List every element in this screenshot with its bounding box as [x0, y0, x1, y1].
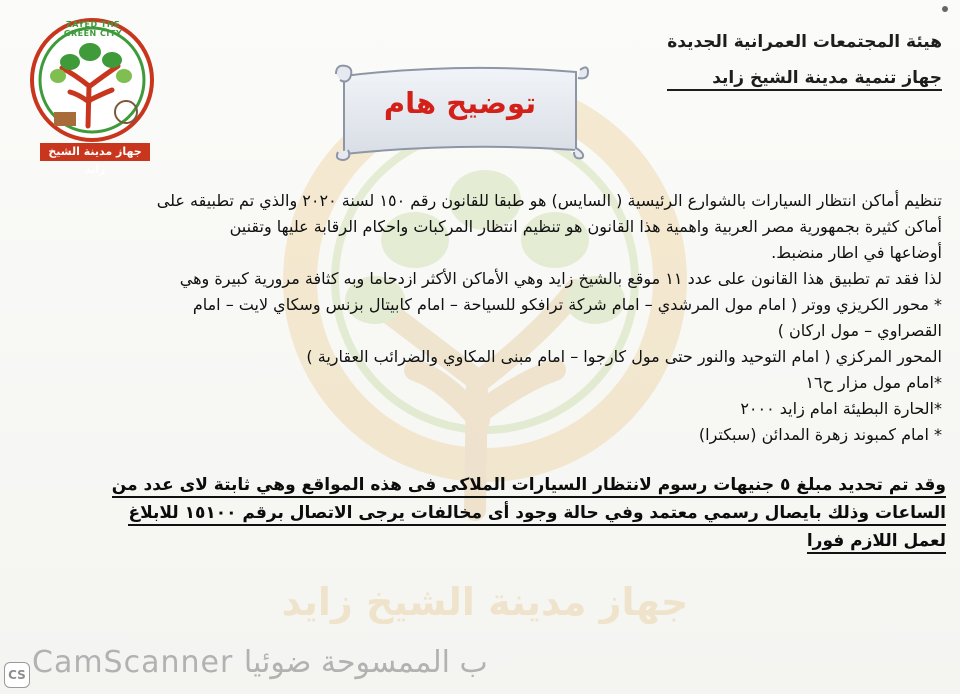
watermark-text: جهاز مدينة الشيخ زايد	[281, 580, 689, 624]
location-item-cont: القصراوي – مول اركان )	[777, 321, 942, 340]
authority-name: جهاز تنمية مدينة الشيخ زايد	[667, 68, 942, 91]
fee-line: لعمل اللازم فورا	[807, 531, 946, 554]
location-item: *امام مول مزار ح١٦	[805, 373, 942, 392]
fee-line: وقد تم تحديد مبلغ ٥ جنيهات رسوم لانتظار السيارات الملاكى فى هذه المواقع وهي ثابتة لاى عدد من	[112, 475, 946, 498]
notice-title: توضيح هام	[383, 86, 537, 120]
fee-line: الساعات وذلك بايصال رسمي معتمد وفي حالة وجود أى مخالفات يرجى الاتصال برقم ١٥١٠٠ للابلاغ	[128, 503, 946, 526]
fee-notice	[6, 471, 946, 555]
location-item: * امام كمبوند زهرة المدائن (سبكترا)	[698, 425, 942, 444]
org-name: هيئة المجتمعات العمرانية الجديدة	[667, 32, 942, 52]
city-logo	[26, 14, 158, 164]
body-line: أماكن كثيرة بجمهورية مصر العربية واهمية هذا القانون هو تنظيم انتظار المركبات واحكام الرقابة عليها وتقنين	[229, 217, 942, 236]
org-header	[667, 32, 942, 91]
body-line: تنظيم أماكن انتظار السيارات بالشوارع الرئيسية ( السايس) هو طبقا للقانون رقم ١٥٠ لسنة ٢٠٢٠ والذي تم تطبيقه على	[156, 191, 942, 210]
logo-ring-text: ZAYED THE GREEN CITY	[63, 20, 123, 38]
location-item: * محور الكريزي ووتر ( امام مول المرشدي – امام شركة ترافكو للسياحة – امام كابيتال بزنس وسكاي لايت – امام	[192, 295, 942, 314]
camscanner-icon: CS	[4, 662, 30, 688]
scanner-watermark: CamScanner ب الممسوحة ضوئيا	[32, 645, 488, 680]
logo-caption: جهاز مدينة الشيخ زايد	[40, 143, 150, 161]
scan-dot	[942, 6, 948, 12]
notice-body	[12, 188, 942, 448]
body-line: أوضاعها في اطار منضبط.	[771, 243, 942, 262]
location-item: *الحارة البطيئة امام زايد ٢٠٠٠	[740, 399, 942, 418]
location-item: المحور المركزي ( امام التوحيد والنور حتى مول كارجوا – امام مبنى المكاوي والضرائب العقارية )	[306, 347, 942, 366]
body-line: لذا فقد تم تطبيق هذا القانون على عدد ١١ موقع بالشيخ زايد وهي الأماكن الأكثر ازدحاما وبه كثافة مرورية كبيرة وهي	[179, 269, 942, 288]
